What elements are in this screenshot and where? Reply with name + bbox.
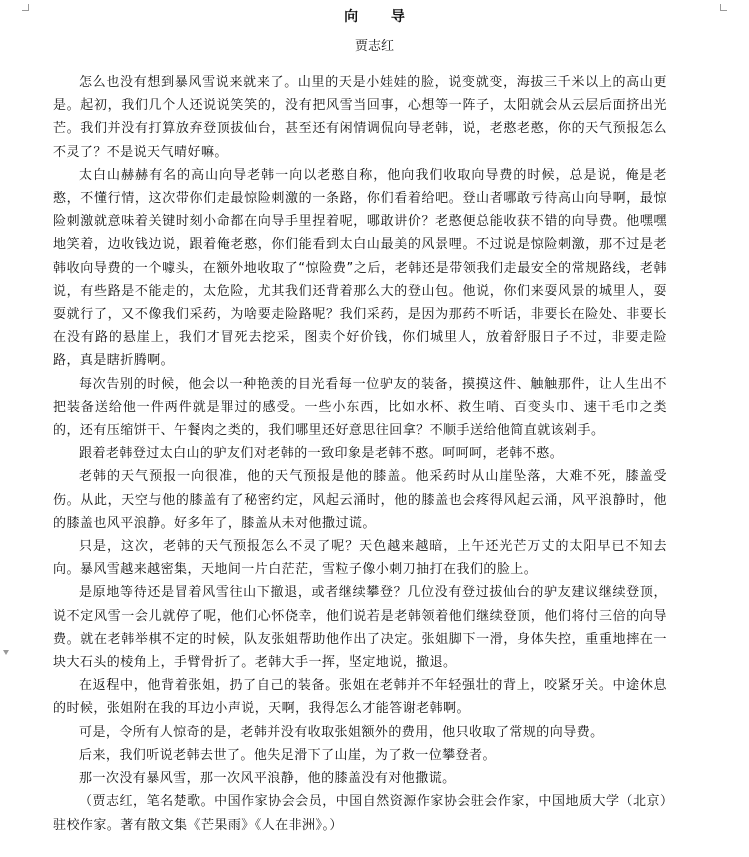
document-title: 向 导 bbox=[344, 9, 419, 25]
paragraph: 怎么也没有想到暴风雪说来就来了。山里的天是小娃娃的脸，说变就变，海拔三千米以上的高山更是。起初，我们几个人还说说笑笑的，没有把风雪当回事，心想等一阵子，太阳就会从云层后面挤出光芒。我们并没有打算放弃登顶拔仙台，甚至还有闲情调侃向导老韩，说，老憨老憨，你的天气预报怎么不灵了？不是说天气晴好嘛。 bbox=[53, 75, 667, 160]
paragraph: 老韩的天气预报一向很准，他的天气预报是他的膝盖。他采药时从山崖坠落，大难不死，膝盖受伤。从此，天空与他的膝盖有了秘密约定，风起云涌时，他的膝盖也会疼得风起云涌，风平浪静时，他的膝盖也风平浪静。好多年了，膝盖从未对他撒过谎。 bbox=[53, 469, 667, 531]
paragraph: 太白山赫赫有名的高山向导老韩一向以老憨自称，他向我们收取向导费的时候，总是说，俺是老憨，不懂行情，这次带你们走最惊险刺激的一条路，你们看着给吧。登山者哪敢亏待高山向导啊，最惊险刺激就意味着关键时刻小命都在向导手里捏着呢，哪敢讲价？老憨便总能收获不错的向导费。他嘿嘿地笑着，边收钱边说，跟着俺老憨，你们能看到太白山最美的风景哩。不过说是惊险刺激，那不过是老韩收向导费的一个噱头，在额外地收取了“惊险费”之后，老韩还是带领我们走最安全的常规路线，老韩说，有些路是不能走的，太危险，尤其我们还背着那么大的登山包。他说，你们来耍风景的城里人，耍耍就行了，又不像我们采药，为啥要走险路呢？我们采药，是因为那药不听话，非要长在险处、非要长在没有路的悬崖上，我们才冒死去挖采，图卖个好价钱，你们城里人，放着舒服日子不过，非要走险路，真是瞎折腾啊。 bbox=[53, 167, 667, 369]
paragraph: 可是，令所有人惊奇的是，老韩并没有收取张姐额外的费用，他只收取了常规的向导费。 bbox=[79, 724, 604, 740]
document-body bbox=[53, 71, 667, 837]
paragraph: 每次告别的时候，他会以一种艳羡的目光看每一位驴友的装备，摸摸这件、触触那件，让人生出不把装备送给他一件两件就是罪过的感受。一些小东西，比如水杯、救生哨、百变头巾、速干毛巾之类的，还有压缩饼干、午餐肉之类的，我们哪里还好意思往回拿？不顺手送给他简直就该剁手。 bbox=[53, 376, 667, 439]
paragraph: 那一次没有暴风雪，那一次风平浪静，他的膝盖没有对他撒谎。 bbox=[79, 771, 456, 787]
paragraph: 后来，我们听说老韩去世了。他失足滑下了山崖，为了救一位攀登者。 bbox=[79, 747, 496, 763]
document-author: 贾志红 bbox=[354, 39, 394, 54]
paragraph: 跟着老韩登过太白山的驴友们对老韩的一致印象是老韩不憨。呵呵呵，老韩不憨。 bbox=[79, 446, 564, 462]
paragraph: 是原地等待还是冒着风雪往山下撤退，或者继续攀登？几位没有登过拔仙台的驴友建议继续登顶，说不定风雪一会儿就停了呢，他们心怀侥幸，他们说若是老韩领着他们继续登顶，他们将付三倍的向导费。就在老韩举棋不定的时候，队友张姐帮助他作出了决定。张姐脚下一滑，身体失控，重重地摔在一块大石头的棱角上，手臂骨折了。老韩大手一挥，坚定地说，撤退。 bbox=[53, 585, 667, 671]
paragraph: 在返程中，他背着张姐，扔了自己的装备。张姐在老韩并不年轻强壮的背上，咬紧牙关。中途休息的时候，张姐附在我的耳边小声说，天啊，我得怎么才能答谢老韩啊。 bbox=[53, 678, 667, 717]
margin-marker-icon bbox=[3, 650, 9, 655]
paragraph: 只是，这次，老韩的天气预报怎么不灵了呢？天色越来越暗，上午还光芒万丈的太阳早已不知去向。暴风雪越来越密集，天地间一片白茫茫，雪粒子像小刺刀抽打在我们的脸上。 bbox=[53, 539, 667, 578]
author-bio: （贾志红，笔名楚歌。中国作家协会会员，中国自然资源作家协会驻会作家，中国地质大学（北京）驻校作家。著有散文集《芒果雨》《人在非洲》。） bbox=[53, 794, 667, 833]
